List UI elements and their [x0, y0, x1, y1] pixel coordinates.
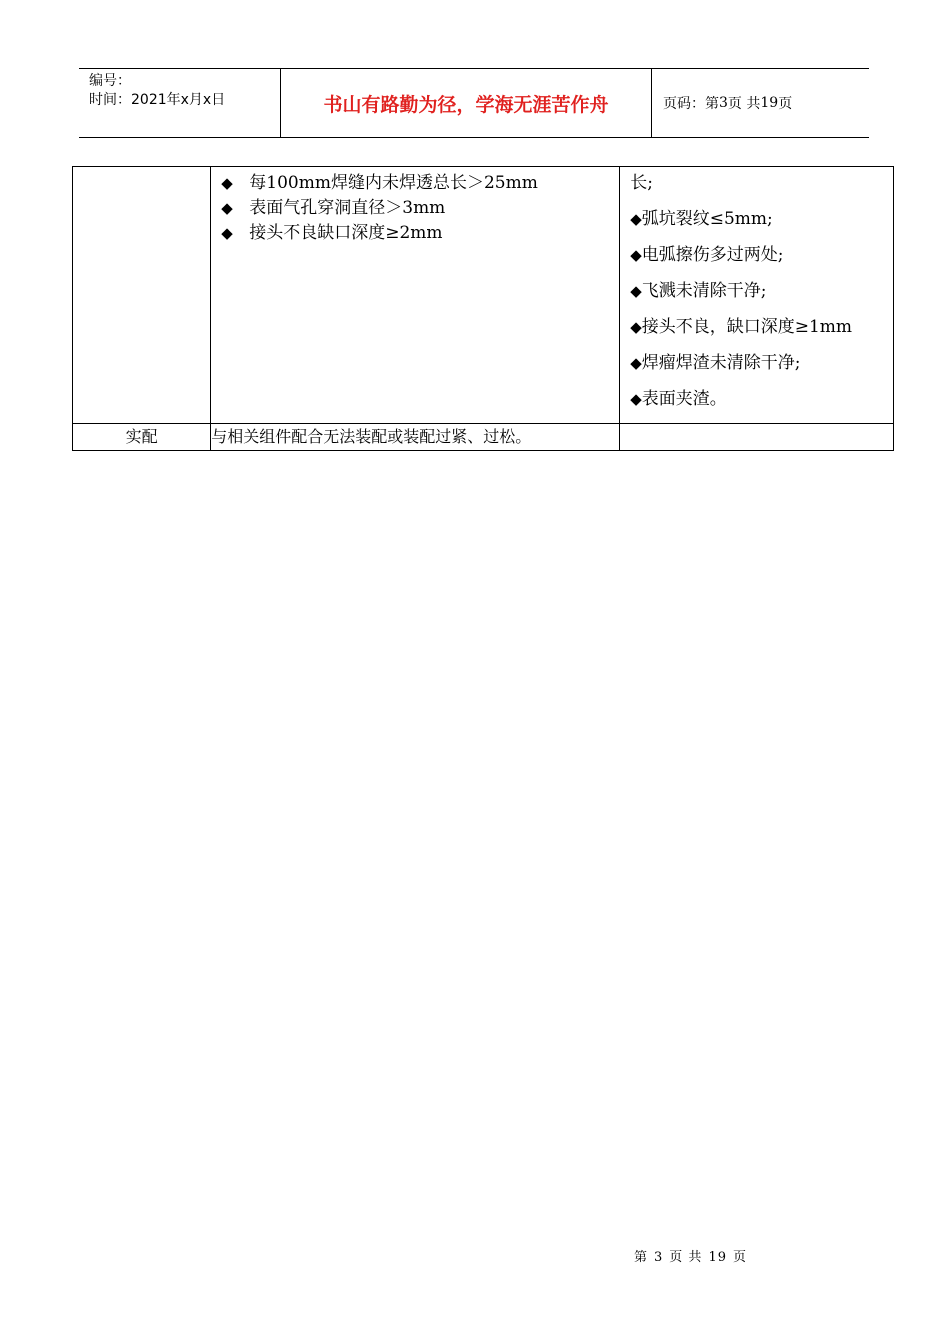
header-meta: [79, 69, 280, 137]
footer-suffix: 页: [732, 1250, 747, 1265]
header-page-number: [652, 69, 869, 137]
diamond-bullet-icon: ◆: [630, 354, 642, 372]
footer-page: 3: [654, 1250, 664, 1265]
page-header: [79, 68, 869, 138]
list-item: ◆表面夹渣。: [630, 389, 727, 409]
table-row: [73, 424, 894, 451]
list-item: ◆焊瘤焊渣未清除干净;: [630, 353, 801, 373]
list-item: ◆电弧擦伤多过两处;: [630, 245, 784, 265]
fit-description: 与相关组件配合无法装配或装配过紧、过松。: [211, 424, 620, 451]
page-number: 3: [719, 95, 728, 111]
header-motto: 书山有路勤为径，学海无涯苦作舟: [280, 69, 652, 137]
list-item: ◆接头不良，缺口深度≥1mm: [630, 317, 853, 337]
diamond-bullet-icon: ◆: [630, 210, 642, 228]
diamond-bullet-icon: ◆: [221, 199, 233, 217]
category-cell: [73, 167, 211, 424]
minor-defects-cell: [620, 167, 894, 424]
diamond-bullet-icon: ◆: [630, 246, 642, 264]
diamond-bullet-icon: ◆: [630, 318, 642, 336]
date-value: 2021年x月x日: [131, 92, 226, 108]
diamond-bullet-icon: ◆: [221, 174, 233, 192]
serial-label: 编号：: [89, 73, 131, 89]
major-defects-cell: [211, 167, 620, 424]
page-footer: [634, 1246, 753, 1265]
inspection-table: [72, 166, 894, 451]
list-item: ◆ 接头不良缺口深度≥2mm: [221, 221, 619, 246]
page-mid: 页 共: [727, 96, 761, 112]
table-row: [73, 167, 894, 424]
diamond-bullet-icon: ◆: [630, 282, 642, 300]
list-item: ◆飞溅未清除干净;: [630, 281, 767, 301]
date-line: [89, 91, 225, 109]
diamond-bullet-icon: ◆: [630, 390, 642, 408]
time-label: 时间：: [89, 92, 131, 108]
major-defects-list: [211, 167, 619, 246]
footer-mid: 页 共: [669, 1250, 703, 1265]
footer-prefix: 第: [634, 1250, 649, 1265]
total-pages: 19: [760, 95, 779, 111]
page-suffix: 页: [778, 96, 793, 112]
diamond-bullet-icon: ◆: [221, 224, 233, 242]
list-item: ◆ 每100mm焊缝内未焊透总长＞25mm: [221, 171, 619, 196]
category-label: 实配: [73, 424, 211, 451]
footer-total: 19: [708, 1250, 727, 1265]
minor-defects-list: [620, 167, 893, 423]
list-item: ◆弧坑裂纹≤5mm;: [630, 209, 773, 229]
page-prefix: 页码：第: [663, 96, 719, 112]
list-item: ◆ 表面气孔穿洞直径＞3mm: [221, 196, 619, 221]
fit-note: [620, 424, 894, 451]
list-item: 长;: [630, 173, 653, 193]
